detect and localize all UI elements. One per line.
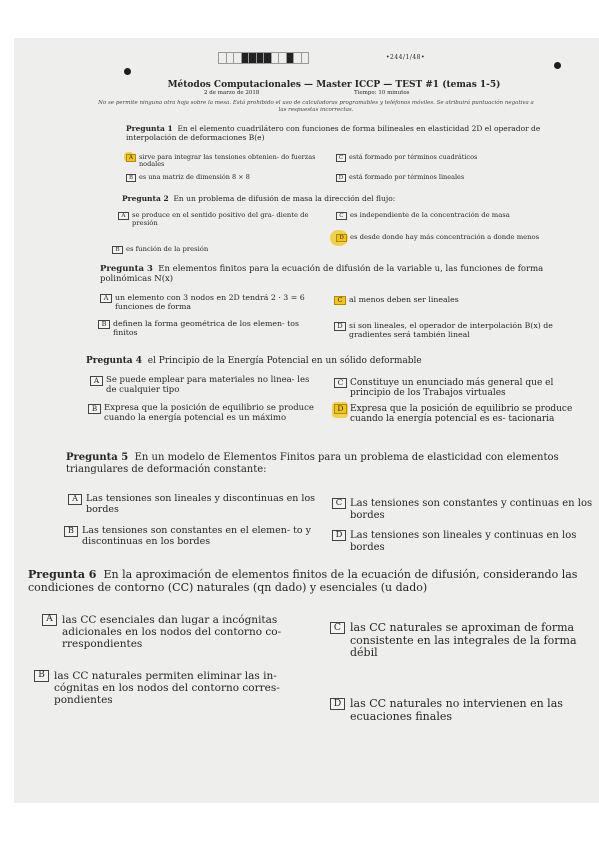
option-5c[interactable] <box>332 498 594 521</box>
option-letter: A <box>90 376 103 386</box>
option-letter: C <box>330 622 345 634</box>
option-1a[interactable] <box>126 154 322 169</box>
option-3a[interactable] <box>100 294 320 312</box>
option-text: las CC naturales se aproximan de forma consistente en las integrales de la forma débil <box>350 621 577 660</box>
question-text: En el elemento cuadrilátero con funciones de forma bilineales en elasticidad 2D el operador de interpolación de deformaciones B(e) <box>126 124 541 142</box>
option-3d[interactable] <box>334 322 574 340</box>
option-letter: D <box>336 234 347 242</box>
question-5 <box>66 452 596 476</box>
question-2 <box>122 194 562 203</box>
option-text: al menos deben ser lineales <box>349 295 459 304</box>
option-6c[interactable] <box>330 622 596 660</box>
option-letter: D <box>330 698 345 710</box>
option-letter: D <box>334 322 346 331</box>
option-1b[interactable] <box>126 174 322 181</box>
option-letter: A <box>42 614 57 626</box>
option-3c[interactable] <box>334 296 570 305</box>
option-4c[interactable] <box>334 378 584 399</box>
option-2c[interactable] <box>336 212 562 220</box>
option-text: las CC esenciales dan lugar a incógnitas adicionales en los nodos del contorno co- rrespondientes <box>62 614 282 651</box>
option-5a[interactable] <box>68 494 320 516</box>
option-text: las CC naturales no intervienen en las ecuaciones finales <box>350 697 563 723</box>
option-letter: D <box>332 530 346 541</box>
option-letter: B <box>112 246 123 254</box>
option-5b[interactable] <box>64 526 322 548</box>
question-3 <box>100 264 566 284</box>
option-letter: B <box>126 174 136 182</box>
option-2b[interactable] <box>112 246 322 254</box>
option-letter: D <box>336 174 346 182</box>
option-letter: C <box>336 212 347 220</box>
option-text: Expresa que la posición de equilibrio se produce cuando la energía potencial es un máximo <box>104 403 314 423</box>
option-text: las CC naturales permiten eliminar las in- cógnitas en los nodos del contorno corres- pondientes <box>54 670 280 707</box>
option-letter: C <box>334 296 346 305</box>
option-text: se produce en el sentido positivo del gra- diente de presión <box>132 211 309 227</box>
option-text: Las tensiones son constantes y continuas en los bordes <box>350 498 593 521</box>
question-4 <box>86 356 572 367</box>
option-text: definen la forma geométrica de los elemen- tos finitos <box>113 319 299 337</box>
question-label: Pregunta 5 <box>66 452 129 463</box>
question-text: En elementos finitos para la ecuación de difusión de la variable u, las funciones de forma polinómicas N(x) <box>100 264 544 285</box>
option-4b[interactable] <box>88 404 322 424</box>
option-text: Las tensiones son lineales y continuas en los bordes <box>350 530 577 553</box>
option-6a[interactable] <box>42 614 318 650</box>
option-text: Constituye un enunciado más general que el principio de los Trabajos virtuales <box>350 378 554 399</box>
question-6 <box>28 568 598 594</box>
option-6b[interactable] <box>34 670 318 706</box>
option-text: está formado por términos lineales <box>349 173 465 181</box>
option-text: Las tensiones son lineales y discontinuas en los bordes <box>86 493 316 515</box>
question-label: Pregunta 3 <box>100 264 153 274</box>
option-letter: B <box>88 404 101 414</box>
punch-hole-right <box>554 62 561 69</box>
question-text: En un modelo de Elementos Finitos para un problema de elasticidad con elementos triangulares de deformación constante: <box>66 452 559 475</box>
option-6d[interactable] <box>330 698 596 723</box>
exam-instructions: No se permite ninguna otra hoja sobre la mesa. Está prohibido el uso de calculadoras programables y teléfonos móviles. Se atribuirá puntuación negativa a las respuestas incorrectas. <box>98 100 534 113</box>
option-letter: C <box>336 154 346 162</box>
option-text: es independiente de la concentración de masa <box>350 211 510 219</box>
question-1 <box>126 124 564 142</box>
option-text: es función de la presión <box>126 245 209 253</box>
option-4a[interactable] <box>90 376 322 396</box>
question-text: En un problema de difusión de masa la dirección del flujo: <box>173 194 396 203</box>
option-2d[interactable] <box>336 234 564 242</box>
option-letter: A <box>100 294 112 303</box>
option-3b[interactable] <box>98 320 320 338</box>
option-letter: A <box>68 494 82 505</box>
question-label: Pregunta 6 <box>28 568 97 581</box>
option-text: Las tensiones son constantes en el elemen- to y discontinuas en los bordes <box>82 525 312 547</box>
question-label: Pregunta 2 <box>122 194 169 203</box>
option-1d[interactable] <box>336 174 560 181</box>
option-text: está formado por términos cuadráticos <box>349 153 478 161</box>
question-text: el Principio de la Energía Potencial en un sólido deformable <box>147 356 422 366</box>
option-text: es una matriz de dimensión 8 × 8 <box>139 173 250 181</box>
question-text: En la aproximación de elementos finitos de la ecuación de difusión, considerando las condiciones de contorno (CC) naturales (qn dado) y esenciales (u dado) <box>28 568 578 595</box>
barcode-grid <box>219 52 309 64</box>
exam-sheet <box>14 38 599 803</box>
option-text: si son lineales, el operador de interpolación B(x) de gradientes será también lineal <box>349 321 553 339</box>
punch-hole-left <box>124 68 131 75</box>
option-2a[interactable] <box>118 212 322 228</box>
option-letter: B <box>64 526 78 537</box>
option-text: sirve para integrar las tensiones obtenien- do fuerzas nodales <box>139 153 316 169</box>
option-letter: B <box>34 670 49 682</box>
option-letter: C <box>334 378 347 388</box>
exam-code: •244/1/48• <box>386 54 426 61</box>
option-5d[interactable] <box>332 530 594 553</box>
option-1c[interactable] <box>336 154 560 161</box>
option-letter: A <box>126 154 136 162</box>
option-text: un elemento con 3 nodos en 2D tendrá 2 · 3 = 6 funciones de forma <box>115 293 305 311</box>
exam-time: Tiempo: 10 minutos <box>354 90 410 96</box>
option-text: es desde donde hay más concentración a donde menos <box>350 233 540 241</box>
option-4d[interactable] <box>334 404 584 425</box>
option-letter: B <box>98 320 110 329</box>
option-text: Expresa que la posición de equilibrio se produce cuando la energía potencial es es- tacionaria <box>350 404 573 425</box>
exam-date: 2 de marzo de 2018 <box>204 90 260 96</box>
question-label: Pregunta 4 <box>86 356 142 366</box>
option-letter: A <box>118 212 129 220</box>
exam-title: Métodos Computacionales — Master ICCP — TEST #1 (temas 1-5) <box>167 80 501 90</box>
option-text: Se puede emplear para materiales no linea- les de cualquier tipo <box>106 375 310 395</box>
question-label: Pregunta 1 <box>126 124 173 133</box>
option-letter: C <box>332 498 346 509</box>
option-letter: D <box>334 404 347 414</box>
